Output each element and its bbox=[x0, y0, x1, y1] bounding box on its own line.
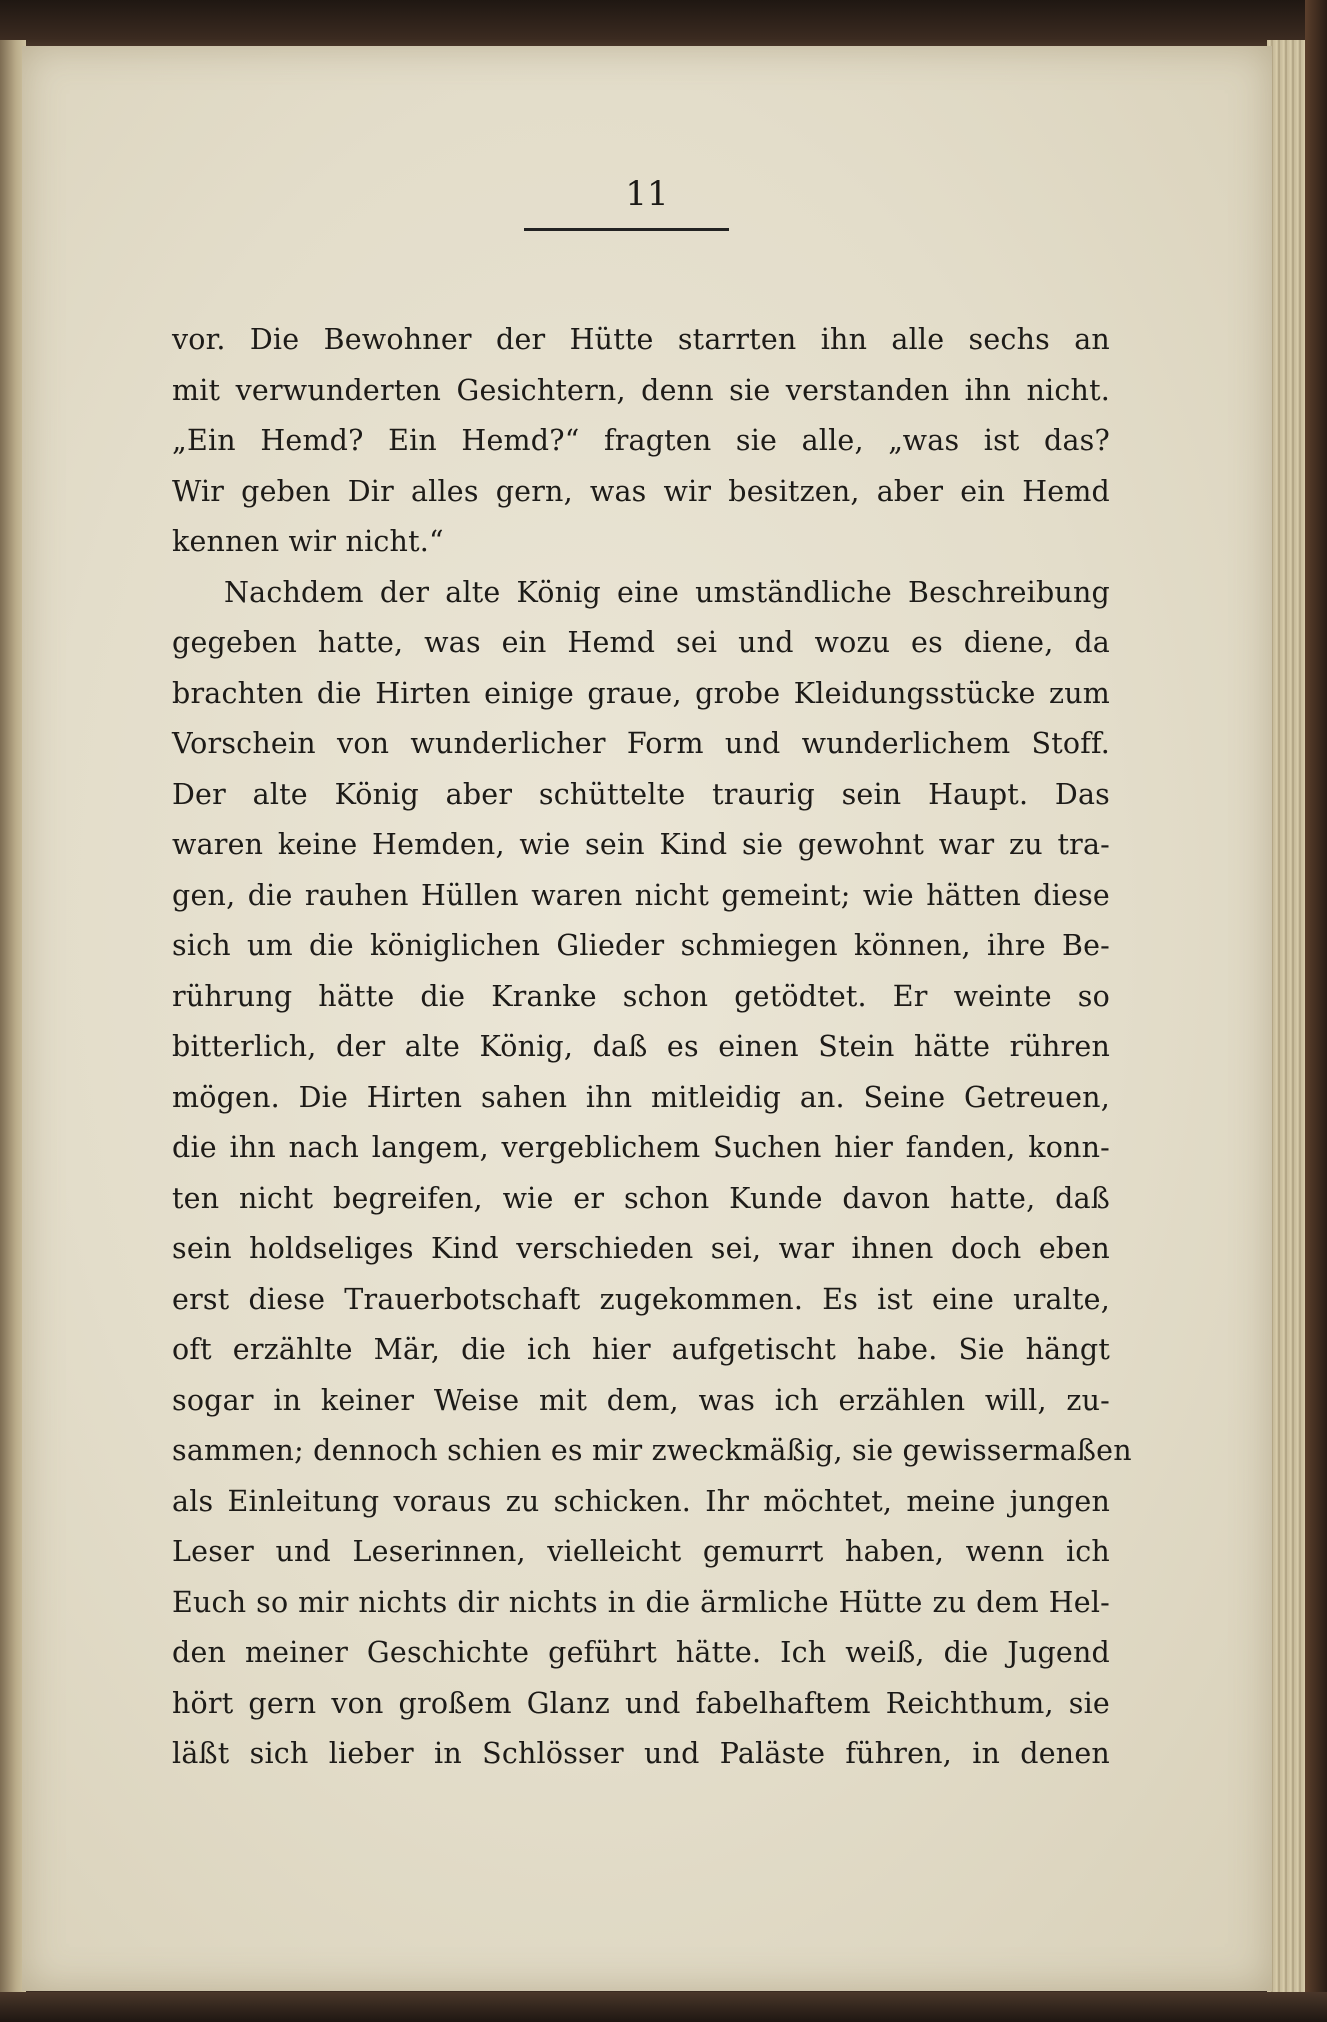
text-line: brachten die Hirten einige graue, grobe Kleidungsstücke zum bbox=[172, 676, 1110, 710]
text-line: hört gern von großem Glanz und fabelhaftem Reichthum, sie bbox=[172, 1686, 1110, 1720]
text-line: rührung hätte die Kranke schon getödtet. Er weinte so bbox=[172, 979, 1110, 1013]
page-number: 11 bbox=[625, 174, 669, 214]
text-line: erst diese Trauerbotschaft zugekommen. Es ist eine uralte, bbox=[172, 1282, 1110, 1316]
text-line: ten nicht begreifen, wie er schon Kunde davon hatte, daß bbox=[172, 1181, 1110, 1215]
body-text bbox=[172, 315, 1132, 1780]
text-line: mögen. Die Hirten sahen ihn mitleidig an. Seine Getreuen, bbox=[172, 1080, 1110, 1114]
text-line: sein holdseliges Kind verschieden sei, war ihnen doch eben bbox=[172, 1232, 1110, 1265]
text-line: Vorschein von wunderlicher Form und wunderlichem Stoff. bbox=[172, 727, 1110, 760]
text-line: Nachdem der alte König eine umständliche Beschreibung bbox=[224, 575, 1110, 609]
book-cover-right-edge bbox=[1305, 0, 1327, 2022]
text-line: mit verwunderten Gesichtern, denn sie verstanden ihn nicht. bbox=[172, 373, 1110, 407]
text-line: bitterlich, der alte König, daß es einen Stein hätte rühren bbox=[172, 1030, 1110, 1063]
text-line: läßt sich lieber in Schlösser und Paläste führen, in denen bbox=[172, 1737, 1110, 1770]
text-line: Euch so mir nichts dir nichts in die ärmliche Hütte zu dem Hel- bbox=[172, 1585, 1110, 1619]
text-line: als Einleitung voraus zu schicken. Ihr möchtet, meine jungen bbox=[172, 1484, 1110, 1518]
text-line: den meiner Geschichte geführt hätte. Ich weiß, die Jugend bbox=[172, 1636, 1110, 1669]
book-cover-top-edge bbox=[0, 0, 1327, 48]
page-number-rule bbox=[524, 228, 729, 231]
text-line: „Ein Hemd? Ein Hemd?“ fragten sie alle, „was ist das? bbox=[172, 424, 1110, 457]
text-line: Leser und Leserinnen, vielleicht gemurrt haben, wenn ich bbox=[172, 1535, 1110, 1568]
text-line: waren keine Hemden, wie sein Kind sie gewohnt war zu tra- bbox=[172, 828, 1110, 861]
text-line: sogar in keiner Weise mit dem, was ich erzählen will, zu- bbox=[172, 1383, 1110, 1417]
text-line: Der alte König aber schüttelte traurig sein Haupt. Das bbox=[172, 777, 1110, 811]
text-line: sammen; dennoch schien es mir zweckmäßig, sie gewissermaßen bbox=[172, 1434, 1132, 1467]
text-line: die ihn nach langem, vergeblichem Suchen hier fanden, konn- bbox=[172, 1131, 1110, 1164]
text-line: kennen wir nicht.“ bbox=[172, 525, 444, 558]
book-cover-bottom-edge bbox=[0, 1992, 1327, 2022]
text-line: vor. Die Bewohner der Hütte starrten ihn alle sechs an bbox=[172, 323, 1110, 356]
text-line: oft erzählte Mär, die ich hier aufgetischt habe. Sie hängt bbox=[172, 1333, 1110, 1366]
text-line: gegeben hatte, was ein Hemd sei und wozu es diene, da bbox=[172, 626, 1110, 659]
book-page bbox=[22, 46, 1272, 1991]
text-line: sich um die königlichen Glieder schmiegen können, ihre Be- bbox=[172, 929, 1110, 962]
text-line: Wir geben Dir alles gern, was wir besitzen, aber ein Hemd bbox=[172, 474, 1110, 508]
text-line: gen, die rauhen Hüllen waren nicht gemeint; wie hätten diese bbox=[172, 878, 1110, 912]
